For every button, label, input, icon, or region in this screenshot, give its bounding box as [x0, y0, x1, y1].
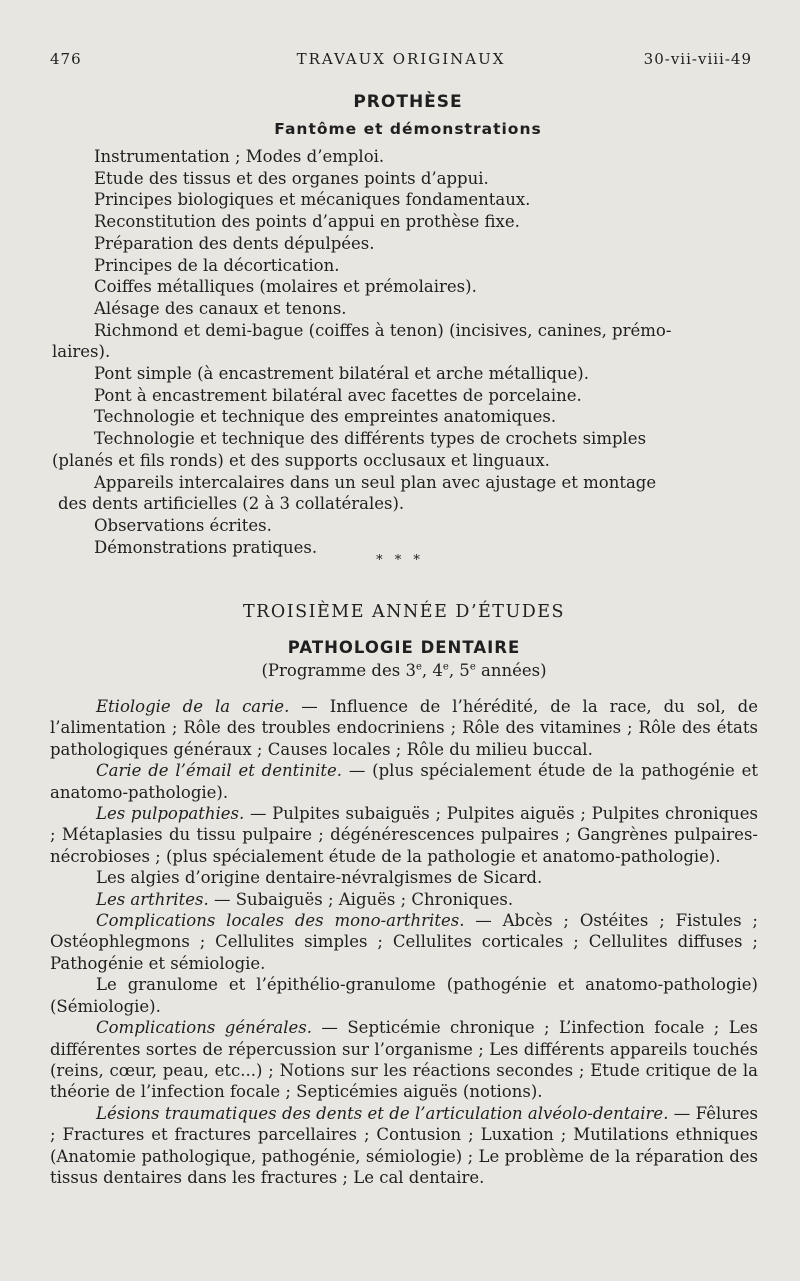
section-subtitle: PATHOLOGIE DENTAIRE	[287, 638, 521, 657]
list-item: Instrumentation ; Modes d’emploi.	[94, 147, 385, 166]
prothese-list	[52, 146, 758, 558]
section-title: PROTHÈSE	[353, 92, 463, 112]
troisieme-section	[50, 602, 758, 1188]
list-item: Coiffes métalliques (molaires et prémolaires).	[94, 277, 477, 297]
list-item: Reconstitution des points d’appui en prothèse fixe.	[94, 212, 520, 232]
paragraph	[50, 974, 758, 1017]
paragraph-text: — Influence de l’hérédité, de la race, du sol, de l’alimentation ; Rôle des troubles endocriniens ; Rôle des vitamines ; Rôle des états pathologiques généraux ; Causes locales ; Rôle du milieu buccal.	[50, 697, 758, 759]
paragraph-text: — Fêlures ; Fractures et fractures parcellaires ; Contusion ; Luxation ; Mutilations ethniques (Anatomie pathologique, pathogénie, sémiologie) ; Le problème de la réparation des tissus dentaires dans les fractures ; Le cal dentaire.	[50, 1103, 758, 1187]
paragraph	[50, 1103, 758, 1189]
paragraph-heading: Carie de l’émail et dentinite.	[96, 761, 343, 781]
paragraph-text: — Pulpites subaiguës ; Pulpites aiguës ; Pulpites chroniques ; Métaplasies du tissu pulpaire ; dégénérescences pulpaires ; Gangrènes pulpaires-nécrobioses ; (plus spécialement étude de la pathologie et anatomo-pathologie).	[50, 804, 759, 866]
paragraph-text: — Septicémie chronique ; L’infection focale ; Les différentes sortes de répercussion sur l’organisme ; Les différents appareils touchés (reins, cœur, peau, etc...) ; Notions sur les réactions secondes ; Etude critique de la théorie de l’infection focale ; Septicémies aiguës (notions).	[50, 1018, 759, 1102]
list-item: Technologie et technique des empreintes anatomiques.	[94, 407, 557, 427]
running-title: TRAVAUX ORIGINAUX	[296, 50, 506, 68]
list-item: Principes biologiques et mécaniques fondamentaux.	[94, 190, 531, 210]
paragraph-heading: Les arthrites.	[96, 889, 209, 909]
list-item: (planés et fils ronds) et des supports occlusaux et linguaux.	[52, 450, 550, 470]
list-item: laires).	[52, 342, 111, 362]
programme-sep: , 4	[421, 661, 443, 680]
list-item: Alésage des canaux et tenons.	[94, 298, 347, 318]
list-item: Observations écrites.	[94, 515, 272, 535]
paragraph-heading: Lésions traumatiques des dents et de l’articulation alvéolo-dentaire.	[96, 1103, 669, 1123]
paragraph	[50, 696, 758, 760]
list-item: Technologie et technique des différents types de crochets simples	[94, 429, 647, 449]
list-item: Etude des tissus et des organes points d’appui.	[94, 168, 489, 188]
list-item: Appareils intercalaires dans un seul plan avec ajustage et montage	[94, 472, 657, 492]
list-item: Préparation des dents dépulpées.	[94, 233, 375, 253]
paragraph-text: — (plus spécialement étude de la pathogénie et anatomo-pathologie).	[50, 761, 758, 802]
paragraph	[50, 889, 758, 910]
list-item: Pont à encastrement bilatéral avec facettes de porcelaine.	[94, 385, 582, 405]
issue-date: 30-vii-viii-49	[643, 50, 752, 68]
programme-note	[50, 661, 758, 691]
programme-close: années)	[475, 661, 547, 680]
paragraph	[50, 803, 758, 867]
year-title: TROISIÈME ANNÉE D’ÉTUDES	[243, 602, 565, 622]
paragraph	[50, 1017, 758, 1103]
list-item: des dents artificielles (2 à 3 collatérales).	[58, 494, 405, 514]
paragraph	[50, 867, 758, 888]
programme-open: (Programme des 3	[261, 661, 416, 680]
paragraph-heading: Etiologie de la carie.	[96, 697, 290, 716]
paragraph-text: — Abcès ; Ostéites ; Fistules ; Ostéophlegmons ; Cellulites simples ; Cellulites corticales ; Cellulites diffuses ; Pathogénie et sémiologie.	[50, 911, 758, 973]
paragraph-heading: Complications locales des mono-arthrites.	[96, 911, 465, 931]
programme-sep: , 5	[448, 661, 470, 680]
section-subtitle: Fantôme et démonstrations	[274, 120, 542, 138]
list-item: Pont simple (à encastrement bilatéral et arche métallique).	[94, 364, 589, 384]
paragraph-heading: Les pulpopathies.	[96, 804, 245, 824]
paragraph	[50, 760, 758, 803]
list-item: Principes de la décortication.	[94, 255, 340, 275]
running-header	[50, 50, 752, 72]
paragraph-text: — Subaiguës ; Aiguës ; Chroniques.	[208, 889, 514, 909]
paragraph-heading: Complications générales.	[96, 1018, 312, 1038]
page-number: 476	[50, 50, 82, 68]
asterism-separator: * * *	[376, 553, 424, 568]
list-item: Démonstrations pratiques.	[94, 537, 318, 557]
list-item: Richmond et demi-bague (coiffes à tenon) (incisives, canines, prémo-	[94, 320, 672, 340]
ordinal-sup: e	[442, 661, 449, 673]
ordinal-sup: e	[469, 661, 476, 673]
prothese-section	[52, 92, 758, 558]
ordinal-sup: e	[415, 661, 422, 673]
paragraph-text: Les algies d’origine dentaire-névralgismes de Sicard.	[96, 868, 543, 888]
paragraph-text: Le granulome et l’épithélio-granulome (pathogénie et anatomo-pathologie) (Sémiologie).	[50, 975, 758, 1016]
paragraph	[50, 910, 758, 974]
